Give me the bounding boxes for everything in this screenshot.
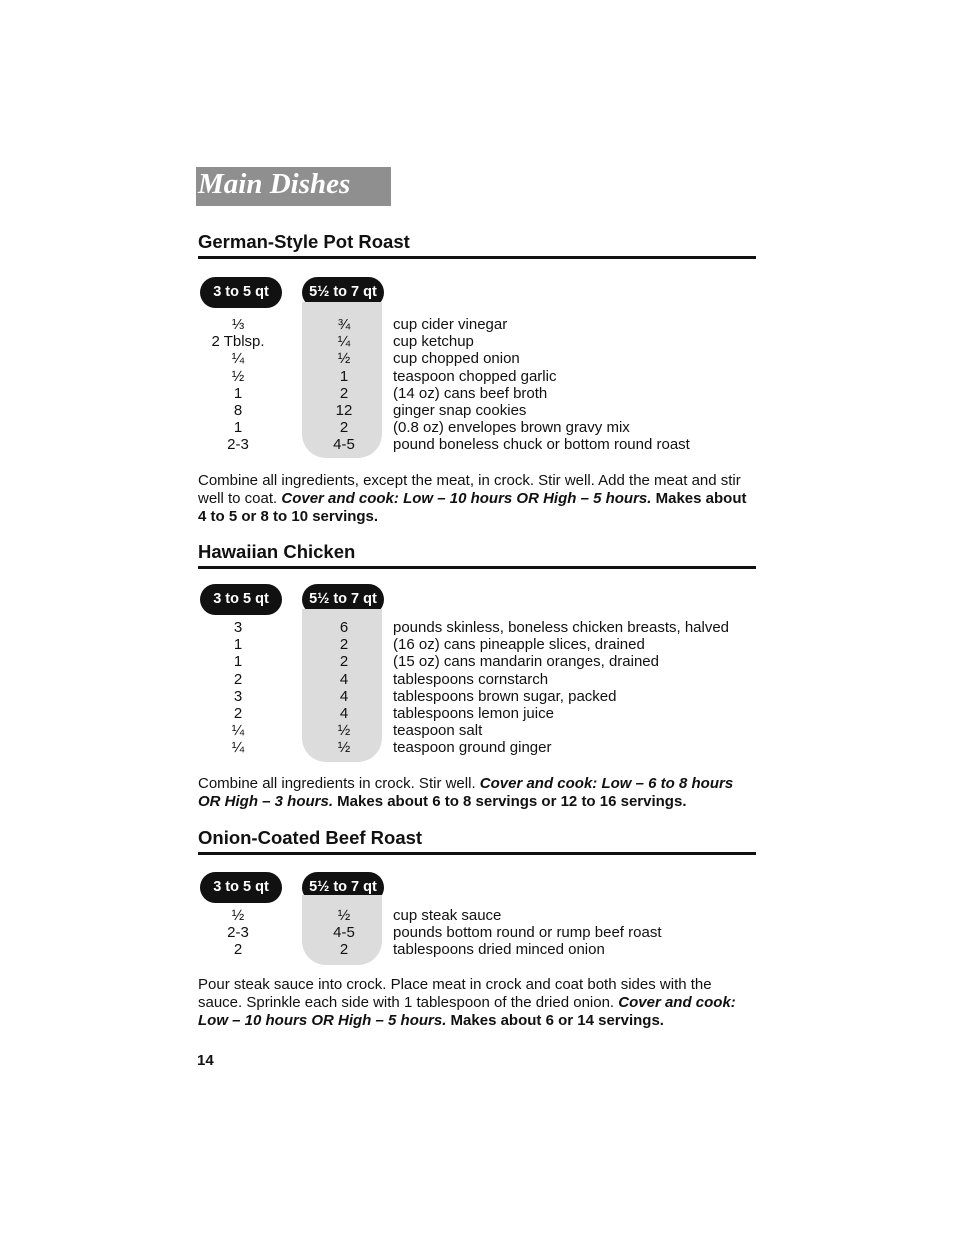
ingredient-description: (14 oz) cans beef broth [393, 384, 548, 402]
quantity-5-to-7-qt: ½ [337, 722, 351, 740]
ingredient-description: teaspoon salt [393, 722, 483, 740]
ingredient-row [198, 385, 756, 402]
ingredient-row [198, 316, 756, 333]
quantity-3-to-5-qt: 2-3 [227, 924, 249, 942]
quantity-3-to-5-qt: ¼ [231, 739, 245, 757]
quantity-3-to-5-qt: ¼ [231, 350, 245, 368]
page-number: 14 [197, 1052, 214, 1069]
method-plain: Combine all ingredients in crock. Stir well. [198, 774, 480, 792]
method-yield: Makes about 6 to 8 servings or 12 to 16 servings. [333, 792, 687, 810]
ingredient-description: pound boneless chuck or bottom round roast [393, 436, 690, 454]
quantity-3-to-5-qt: 8 [233, 401, 243, 419]
ingredient-table [198, 907, 756, 959]
method-plain: Pour steak sauce into crock. Place meat in crock and coat both sides with the sauce. Sprinkle each side with 1 tablespoon of the dried onion. [198, 975, 712, 1011]
ingredient-row [198, 722, 756, 739]
ingredient-row [198, 436, 756, 453]
section-banner [196, 167, 391, 206]
quantity-5-to-7-qt: 2 [339, 636, 349, 654]
ingredient-row [198, 739, 756, 756]
recipe-hawaiian-chicken [198, 540, 756, 811]
badge-3-to-5-qt: 3 to 5 qt [200, 584, 282, 615]
recipe-title: Hawaiian Chicken [198, 540, 756, 569]
quantity-5-to-7-qt: ½ [337, 739, 351, 757]
quantity-5-to-7-qt: 2 [339, 941, 349, 959]
quantity-5-to-7-qt: 4-5 [333, 924, 355, 942]
quantity-3-to-5-qt: 1 [233, 636, 243, 654]
ingredient-description: cup ketchup [393, 333, 474, 351]
ingredient-description: tablespoons brown sugar, packed [393, 687, 617, 705]
method-yield: Makes about 6 or 14 servings. [446, 1011, 664, 1029]
quantity-3-to-5-qt: ⅓ [231, 316, 245, 333]
method-text [198, 775, 758, 811]
method-plain: Combine all ingredients, except the meat, in crock. Stir well. Add the meat and stir well to coat. [198, 471, 741, 507]
quantity-5-to-7-qt: 4 [339, 687, 349, 705]
quantity-3-to-5-qt: 1 [233, 419, 243, 437]
quantity-3-to-5-qt: 2-3 [227, 436, 249, 454]
quantity-3-to-5-qt: 2 [233, 670, 243, 688]
ingredient-row [198, 688, 756, 705]
ingredient-description: pounds bottom round or rump beef roast [393, 924, 662, 942]
ingredient-row [198, 705, 756, 722]
quantity-3-to-5-qt: 2 [233, 704, 243, 722]
size-badges [198, 584, 756, 616]
method-text [198, 472, 758, 526]
ingredient-table [198, 316, 756, 454]
quantity-5-to-7-qt: 2 [339, 384, 349, 402]
ingredient-description: (0.8 oz) envelopes brown gravy mix [393, 419, 630, 437]
ingredient-row [198, 907, 756, 924]
recipe-onion-coated-beef-roast [198, 826, 756, 1030]
ingredient-description: cup chopped onion [393, 350, 520, 368]
ingredient-description: (16 oz) cans pineapple slices, drained [393, 636, 645, 654]
ingredient-row [198, 636, 756, 653]
quantity-3-to-5-qt: ½ [231, 367, 245, 385]
ingredient-row [198, 619, 756, 636]
ingredient-description: teaspoon chopped garlic [393, 367, 557, 385]
badge-5-to-7-qt: 5½ to 7 qt [302, 277, 384, 308]
method-yield: Makes about 4 to 5 or 8 to 10 servings. [198, 489, 747, 525]
ingredient-description: tablespoons cornstarch [393, 670, 549, 688]
quantity-5-to-7-qt: 6 [339, 619, 349, 636]
ingredient-description: (15 oz) cans mandarin oranges, drained [393, 653, 659, 671]
quantity-5-to-7-qt: ¼ [337, 333, 351, 351]
recipe-title: Onion-Coated Beef Roast [198, 826, 756, 855]
recipe-german-pot-roast [198, 230, 756, 526]
quantity-5-to-7-qt: 2 [339, 653, 349, 671]
quantity-3-to-5-qt: 3 [233, 619, 243, 636]
quantity-5-to-7-qt: ½ [337, 350, 351, 368]
ingredient-table [198, 619, 756, 757]
badge-3-to-5-qt: 3 to 5 qt [200, 277, 282, 308]
ingredient-row [198, 402, 756, 419]
quantity-3-to-5-qt: ¼ [231, 722, 245, 740]
ingredient-row [198, 419, 756, 436]
ingredient-description: cup cider vinegar [393, 316, 508, 333]
badge-5-to-7-qt: 5½ to 7 qt [302, 872, 384, 903]
ingredient-description: ginger snap cookies [393, 401, 527, 419]
quantity-3-to-5-qt: 2 [233, 941, 243, 959]
ingredient-description: teaspoon ground ginger [393, 739, 552, 757]
quantity-3-to-5-qt: 2 Tblsp. [211, 333, 265, 351]
quantity-5-to-7-qt: 4 [339, 670, 349, 688]
ingredient-row [198, 653, 756, 670]
quantity-5-to-7-qt: 2 [339, 419, 349, 437]
method-text [198, 976, 758, 1030]
section-title: Main Dishes [198, 168, 351, 200]
ingredient-description: cup steak sauce [393, 907, 502, 924]
ingredient-row [198, 941, 756, 958]
quantity-3-to-5-qt: ½ [231, 907, 245, 924]
quantity-5-to-7-qt: ¾ [337, 316, 351, 333]
ingredient-description: tablespoons dried minced onion [393, 941, 605, 959]
badge-3-to-5-qt: 3 to 5 qt [200, 872, 282, 903]
ingredient-row [198, 924, 756, 941]
badge-5-to-7-qt: 5½ to 7 qt [302, 584, 384, 615]
quantity-3-to-5-qt: 1 [233, 384, 243, 402]
ingredient-row [198, 368, 756, 385]
quantity-5-to-7-qt: 4 [339, 704, 349, 722]
ingredient-row [198, 671, 756, 688]
ingredient-description: tablespoons lemon juice [393, 704, 554, 722]
size-badges [198, 277, 756, 309]
method-cook-time: Cover and cook: Low – 6 to 8 hours OR High – 3 hours. [198, 774, 734, 810]
ingredient-row [198, 350, 756, 367]
ingredient-description: pounds skinless, boneless chicken breasts, halved [393, 619, 730, 636]
recipe-title: German-Style Pot Roast [198, 230, 756, 259]
quantity-3-to-5-qt: 3 [233, 687, 243, 705]
quantity-5-to-7-qt: ½ [337, 907, 351, 924]
quantity-5-to-7-qt: 12 [335, 401, 353, 419]
method-cook-time: Cover and cook: Low – 10 hours OR High – 5 hours. [198, 993, 736, 1029]
method-cook-time: Cover and cook: Low – 10 hours OR High – 5 hours. [281, 489, 652, 507]
quantity-3-to-5-qt: 1 [233, 653, 243, 671]
ingredient-row [198, 333, 756, 350]
quantity-5-to-7-qt: 1 [339, 367, 349, 385]
size-badges [198, 872, 756, 904]
quantity-5-to-7-qt: 4-5 [333, 436, 355, 454]
